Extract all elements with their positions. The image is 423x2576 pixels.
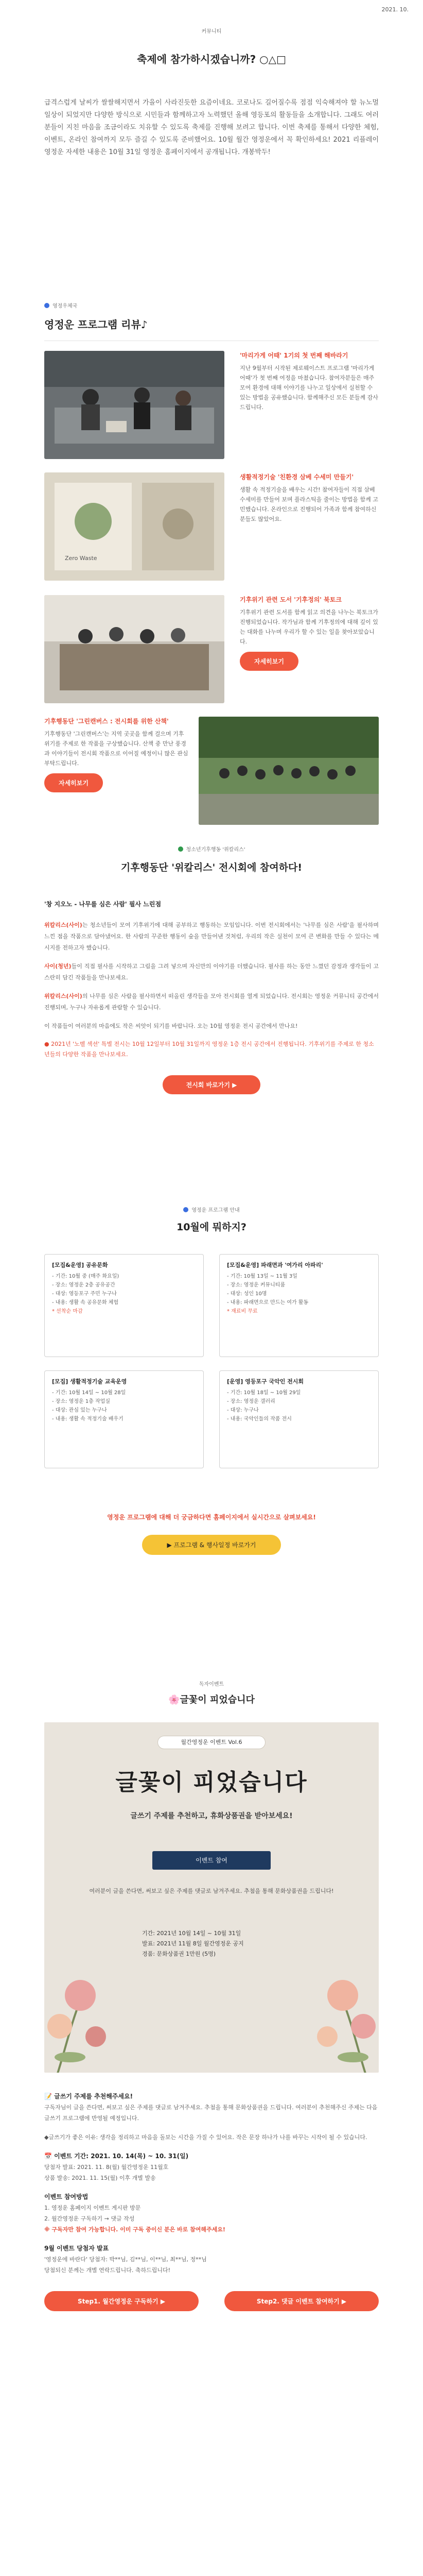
- review-badge: [44, 301, 379, 309]
- review-text: [44, 717, 188, 792]
- review-more-button[interactable]: 자세히보기: [240, 652, 298, 671]
- review-text: [240, 351, 379, 412]
- spacer: [44, 2235, 379, 2243]
- review-more-button[interactable]: 자세히보기: [44, 773, 103, 792]
- programs-heading: [44, 1206, 379, 1233]
- event-detail-heading: 9월 이벤트 당첨자 발표: [44, 2245, 109, 2252]
- event-detail-line: ※ 구독자만 참여 가능합니다. 이미 구독 중이신 분은 바로 참여해주세요!: [44, 2226, 225, 2233]
- event-detail-heading: 📝 글쓰기 주제를 추천해주세요!: [44, 2093, 133, 2100]
- review-item: [44, 472, 379, 581]
- programs-section: [44, 1206, 379, 1555]
- flower-illustration-icon: [286, 1949, 379, 2073]
- lead-title: 축제에 참가하시겠습니까? ○△□: [137, 53, 286, 65]
- poster-headline: 글꽃이 피었습니다: [115, 1769, 308, 1795]
- review-item-body: 지난 9월부터 시작된 제로웨이스트 프로그램 '마리가게 어때'가 첫 번째 여정을 마쳤습니다. 참여자분들은 매주 모여 환경에 대해 이야기를 나누고 일상에서 실천할 수 있는 방법을 공유했습니다. 함께해주신 모든 분들께 감사드립니다.: [240, 365, 378, 411]
- review-item-body: 기후위기 관련 도서를 함께 읽고 의견을 나누는 북토크가 진행되었습니다. 작가님과 함께 기후정의에 대해 깊이 있는 대화를 나누며 우리가 할 수 있는 일을 찾아보았습니다.: [240, 609, 378, 645]
- event-detail-line: '영정운에 바란다' 당첨자: 박**님, 김**님, 이**님, 최**님, 정**님: [44, 2256, 207, 2263]
- exhibit-paragraph: 는 청소년들이 모여 기후위기에 대해 공부하고 행동하는 모임입니다. 이번 전시회에서는 '나무를 심은 사람'을 필사하며 느낀 점을 작품으로 담아냈어요. 한 사람의 꾸준한 행동이 숲을 만들어낸 것처럼, 우리의 작은 실천이 모여 큰 변화를 만들 수 있다는 메시지를 전하고자 했습니다.: [44, 922, 379, 951]
- event-detail-line: 상품 발송: 2021. 11. 15(월) 이후 개별 발송: [44, 2175, 156, 2181]
- review-photo-booktalk: [44, 595, 224, 703]
- event-detail-line: 1. 영정운 홈페이지 이벤트 게시판 방문: [44, 2205, 141, 2211]
- event-poster: [44, 1722, 379, 2073]
- exhibit-label: 위칼리스(사이): [44, 922, 82, 928]
- program-card-line: - 내용: 생활 속 적정기술 배우기: [52, 1416, 124, 1422]
- review-text: [240, 595, 379, 671]
- programs-grid: [44, 1254, 379, 1496]
- event-heading: [44, 1680, 379, 1706]
- poster-lead: 글쓰기 주제를 추천하고, 휴화상품권을 받아보세요!: [130, 1812, 293, 1820]
- program-card-line: - 기간: 10월 13일 ~ 11월 3일: [227, 1274, 297, 1279]
- exhibit-subtitle: '창 지오노 - 나무를 심은 사람' 필사 느린점: [44, 901, 162, 908]
- event-section: [44, 1680, 379, 2311]
- review-text: [240, 472, 379, 524]
- poster-ribbon: 월간영정운 이벤트 Vol.6: [157, 1736, 266, 1749]
- program-card[interactable]: [219, 1370, 379, 1468]
- program-card[interactable]: [219, 1254, 379, 1357]
- review-item: [44, 717, 379, 825]
- program-card-line: - 대상: 누구나: [227, 1408, 259, 1413]
- event-detail-heading: 이벤트 참여방법: [44, 2193, 89, 2200]
- programs-title: 10월에 뭐하지?: [177, 1222, 246, 1233]
- program-card-title: [모집&운영] 파래면과 '여가리 아파리': [227, 1262, 323, 1268]
- program-card-title: [모집&운영] 공유문화: [52, 1262, 108, 1268]
- spacer: [44, 2183, 379, 2192]
- badge-dot-icon: [183, 1207, 188, 1212]
- event-detail-line: 구독자님이 글을 쓴다면, 써보고 싶은 주제를 댓글로 남겨주세요. 추첨을 통해 문화상품권을 드립니다. 여러분이 추천해주신 주제는 다음 글쓰기 프로그램에 반영될 예정입니다.: [44, 2104, 378, 2122]
- issue-date: 2021. 10.: [381, 6, 409, 13]
- event-detail-line: ◆글쓰기가 좋은 이유: 생각을 정리하고 마음을 돌보는 시간을 가질 수 있어요. 작은 문장 하나가 나를 바꾸는 시작이 될 수 있습니다.: [44, 2134, 367, 2141]
- program-card-line: - 대상: 영등포구 주민 누구나: [52, 1291, 117, 1297]
- poster-description: 여러분이 글을 쓴다면, 써보고 싶은 주제를 댓글로 남겨주세요. 추첨을 통해 문화상품권을 드립니다!: [89, 1888, 334, 1894]
- program-card-line: * 선착순 마감: [52, 1309, 83, 1314]
- step2-comment-button[interactable]: Step2. 댓글 이벤트 참여하기 ▶: [224, 2291, 379, 2311]
- program-card-line: - 내용: 생활 속 공유문화 체험: [52, 1300, 119, 1306]
- program-card-line: - 기간: 10월 18일 ~ 10월 29일: [227, 1390, 301, 1396]
- program-card[interactable]: [44, 1370, 204, 1468]
- programs-badge: [44, 1206, 379, 1213]
- exhibit-label: 사이(청년): [44, 963, 72, 970]
- review-photo-group: [199, 717, 379, 825]
- program-card-title: [모집] 생활적정기술 교육운영: [52, 1378, 127, 1385]
- exhibit-paragraph: 의 나무를 심은 사람을 필사하면서 떠올린 생각들을 모아 전시회를 열게 되었습니다. 전시회는 영정운 커뮤니티 공간에서 진행되며, 누구나 자유롭게 관람할 수 있습니다.: [44, 993, 379, 1011]
- program-card[interactable]: [44, 1254, 204, 1357]
- step1-subscribe-button[interactable]: Step1. 월간영정운 구독하기 ▶: [44, 2291, 199, 2311]
- exhibit-body: [44, 920, 379, 1032]
- programs-schedule-button[interactable]: ▶ 프로그램 & 행사일정 바로가기: [142, 1535, 281, 1555]
- program-card-line: - 내용: 파래면으로 만드는 여가 활동: [227, 1300, 309, 1306]
- lead-body: 급격스럽게 날씨가 쌀쌀해지면서 가을이 사라진듯한 요즘이네요. 코로나도 길어질수록 점점 익숙해져야 할 뉴노멀 일상이 되었지만 다양한 방식으로 시민들과 함께하고자 노력했던 올해 영등포의 활동들을 소개합니다. 그래도 여러분들이 지친 마음을 조금이라도 치유할 수 있도록 축제를 진행해 보려고 합니다. 이번 축제를 통해서 다양한 체험, 이벤트, 온라인 참여까지 모두 즐길 수 있도록 준비했어요. 10월 월간 영정운에서 꼭 확인하세요! 2021 리플레이 영정운 자세한 내용은 10월 31일 영정운 홈페이지에서 공개됩니다. 개봉박두!: [44, 99, 379, 156]
- badge-dot-icon: [44, 303, 49, 308]
- lead-badge: 커뮤니티: [201, 29, 222, 35]
- program-card-line: - 기간: 10월 14일 ~ 10월 28일: [52, 1390, 126, 1396]
- exhibit-paragraph: 이 작품들이 여러분의 마음에도 작은 씨앗이 되기를 바랍니다. 오는 10월 영정운 전시 공간에서 만나요!: [44, 1023, 298, 1029]
- event-details: [44, 2091, 379, 2276]
- exhibit-label: 위칼리스(사이): [44, 993, 82, 999]
- review-section: [44, 301, 379, 787]
- event-title: 🌸글꽃이 피었습니다: [168, 1694, 255, 1705]
- programs-badge-label: 영정운 프로그램 안내: [191, 1208, 240, 1213]
- poster-info-line: 발표: 2021년 11월 8일 월간영정운 공지: [142, 1940, 244, 1947]
- poster-info-line: 경품: 문화상품권 1만원 (5명): [142, 1951, 216, 1957]
- review-item: [44, 595, 379, 703]
- review-badge-label: 영정우체국: [52, 303, 78, 309]
- exhibit-paragraph: 들이 직접 필사를 시작하고 그림을 그려 넣으며 자신만의 이야기를 더했습니다. 필사를 하는 동안 느꼈던 감정과 생각들이 고스란히 담긴 작품들을 만나보세요.: [44, 963, 379, 981]
- program-card-line: - 기간: 10월 중 (매주 화요일): [52, 1274, 119, 1279]
- program-card-line: - 대상: 성인 10명: [227, 1291, 267, 1297]
- exhibit-heading: [44, 845, 379, 874]
- review-photo-workshop: [44, 351, 224, 459]
- program-card-title: [운영] 영등포구 국악인 전시회: [227, 1378, 304, 1385]
- exhibit-section: [44, 845, 379, 1094]
- event-steps: [44, 2291, 379, 2311]
- program-card-line: - 대상: 관심 있는 누구나: [52, 1408, 107, 1413]
- review-item: [44, 351, 379, 459]
- program-card-line: * 재료비 무료: [227, 1309, 258, 1314]
- review-item-body: 생활 속 적정기술을 배우는 시간! 참여자들이 직접 삼베 수세미를 만들어 보며 플라스틱을 줄이는 방법을 함께 고민했습니다. 온라인으로 진행되어 가족과 함께 참여하신 분들도 많았어요.: [240, 486, 378, 522]
- review-item-title: 생활적정기술 '친환경 삼베 수세미 만들기': [240, 473, 354, 481]
- review-item-body: 기후행동단 '그린캔버스'는 지역 곳곳을 함께 걸으며 기후위기를 주제로 한 작품을 구상했습니다. 산책 중 만난 풍경과 이야기들이 전시회 작품으로 이어질 예정이니 많은 관심 부탁드립니다.: [44, 731, 188, 767]
- badge-dot-icon: [178, 846, 183, 852]
- poster-info-line: 기간: 2021년 10월 14일 ~ 10월 31일: [142, 1930, 241, 1937]
- spacer: [44, 2124, 379, 2132]
- exhibit-note: ● 2021년 '노벨 섹션' 특별 전시는 10월 12일부터 10월 31일까지 영정운 1층 전시 공간에서 진행됩니다. 기후위기를 주제로 한 청소년들의 다양한 작품을 만나보세요.: [44, 1041, 374, 1058]
- exhibit-badge-label: 청소년기후행동 '위칼리스': [186, 847, 245, 853]
- program-card-line: - 장소: 영정운 커뮤니티룸: [227, 1282, 286, 1288]
- event-badge: 독자이벤트: [199, 1682, 224, 1687]
- review-item-title: 기후위기 관련 도서 '기후정의' 북토크: [240, 596, 342, 603]
- exhibit-title: 기후행동단 '위칼리스' 전시회에 참여하다!: [120, 862, 303, 873]
- flower-illustration-icon: [44, 1949, 137, 2073]
- svg-text:Zero Waste: Zero Waste: [65, 555, 97, 562]
- event-detail-line: 당첨자 발표: 2021. 11. 8(월) 월간영정운 11월호: [44, 2164, 169, 2171]
- review-photo-craft: [44, 472, 224, 581]
- top-bar: [0, 0, 423, 20]
- event-detail-heading: 📅 이벤트 기간: 2021. 10. 14(목) ~ 10. 31(일): [44, 2153, 189, 2160]
- program-card-line: - 장소: 영정운 갤러리: [227, 1399, 275, 1404]
- event-detail-line: 당첨되신 분께는 개별 연락드립니다. 축하드립니다!: [44, 2267, 171, 2274]
- programs-cta-text: 영정운 프로그램에 대해 더 궁금하다면 홈페이지에서 실시간으로 살펴보세요!: [107, 1514, 316, 1521]
- exhibit-button[interactable]: 전시회 바로가기 ▶: [163, 1075, 260, 1094]
- program-card-line: - 장소: 영정운 1층 작업실: [52, 1399, 110, 1404]
- program-card-line: - 장소: 영정운 2층 공유공간: [52, 1282, 115, 1288]
- lead-section: [0, 27, 423, 159]
- review-item-title: 기후행동단 '그린캔버스 : 전시회를 위한 산책': [44, 718, 169, 725]
- program-card-line: - 내용: 국악인들의 작품 전시: [227, 1416, 292, 1422]
- poster-info: [142, 1928, 296, 1959]
- review-item-title: '마리가게 어때' 1기의 첫 번째 해바라기: [240, 352, 348, 359]
- exhibit-badge: [44, 845, 379, 853]
- poster-participate-button[interactable]: 이벤트 참여: [152, 1851, 271, 1870]
- review-title: 영정운 프로그램 리뷰♪: [44, 318, 148, 331]
- spacer: [44, 2143, 379, 2151]
- event-detail-line: 2. 월간영정운 구독하기 → 댓글 작성: [44, 2215, 135, 2222]
